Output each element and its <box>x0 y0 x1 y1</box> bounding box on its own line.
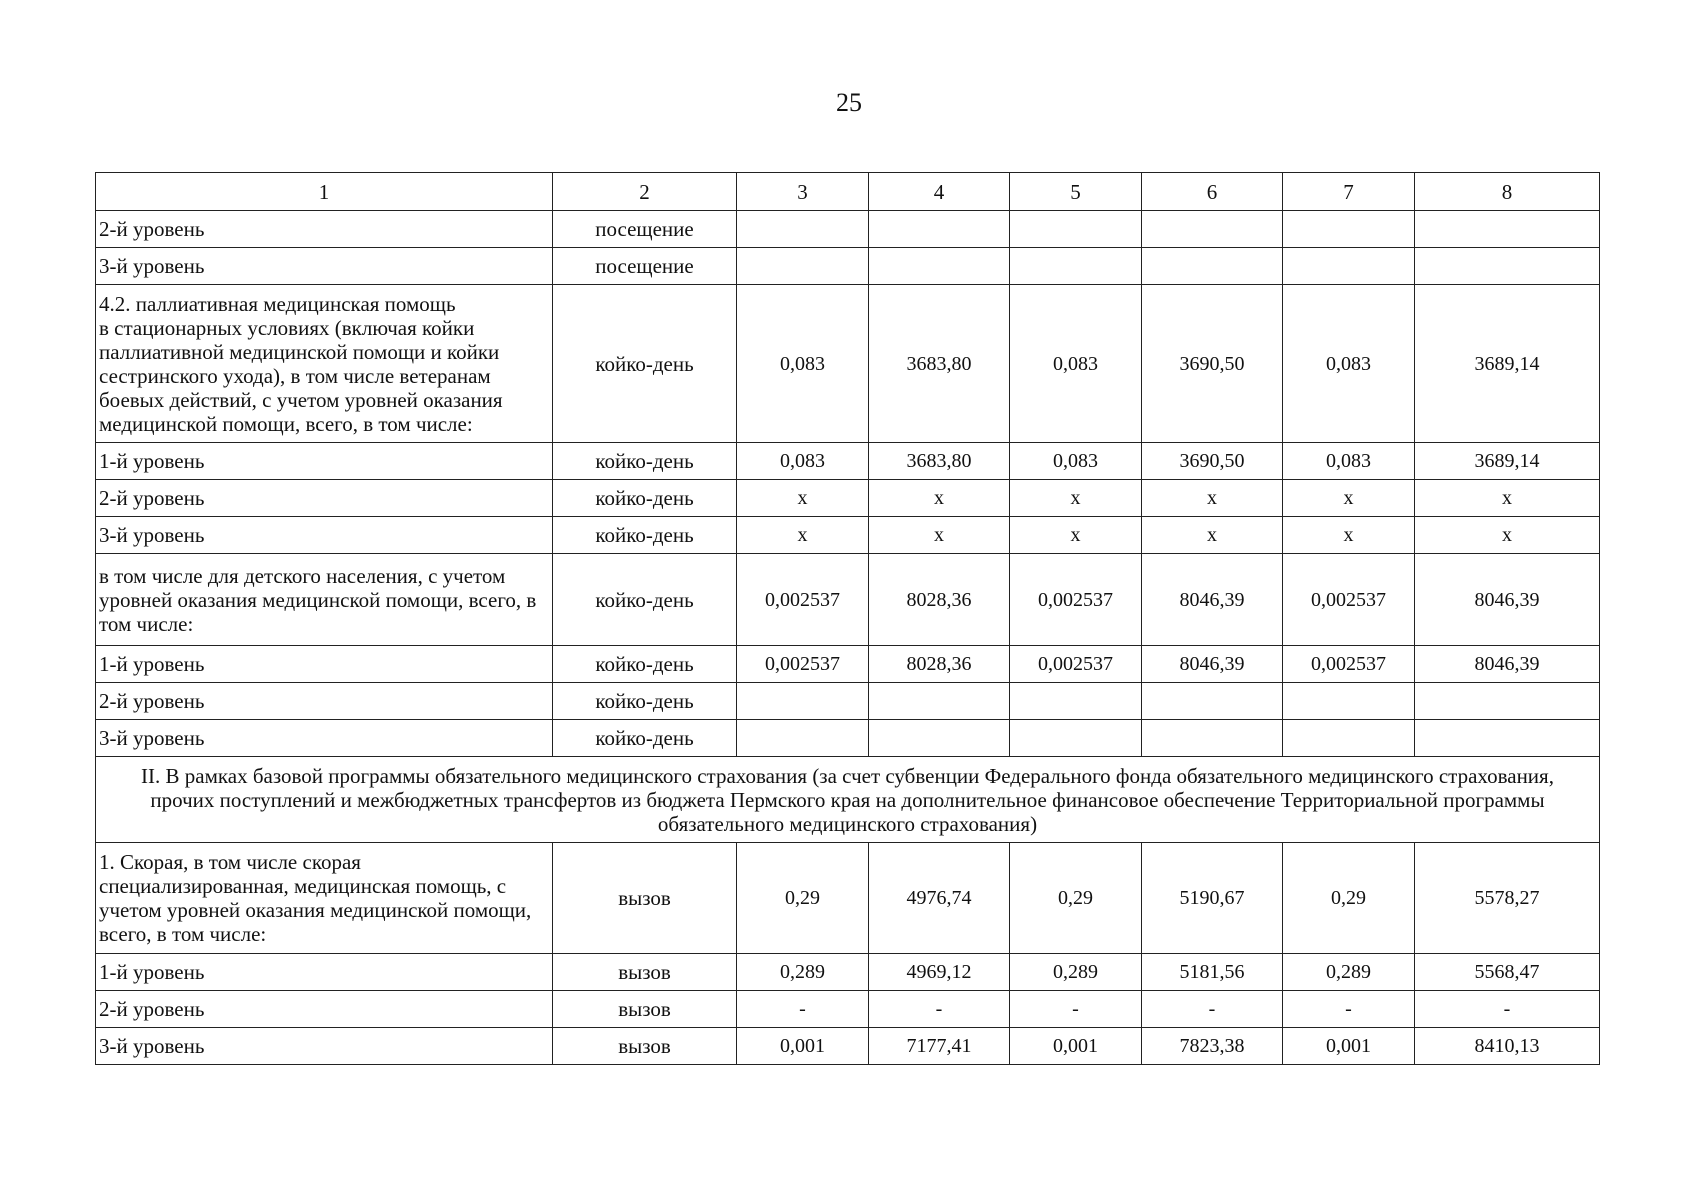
value-cell: - <box>869 991 1010 1028</box>
row-label-cell: 2-й уровень <box>96 480 553 517</box>
column-number-cell: 6 <box>1142 173 1283 211</box>
value-cell: 3689,14 <box>1415 443 1600 480</box>
column-number-cell: 2 <box>553 173 737 211</box>
value-cell: 3690,50 <box>1142 285 1283 443</box>
row-label-cell: 3-й уровень <box>96 1028 553 1065</box>
value-cell: 8046,39 <box>1415 554 1600 646</box>
value-cell: 0,29 <box>1010 843 1142 954</box>
value-cell <box>1142 211 1283 248</box>
value-cell <box>1283 683 1415 720</box>
value-cell: 5181,56 <box>1142 954 1283 991</box>
unit-cell: койко-день <box>553 554 737 646</box>
value-cell: х <box>869 517 1010 554</box>
table-row <box>96 720 1600 757</box>
value-cell: х <box>1142 480 1283 517</box>
value-cell: 3690,50 <box>1142 443 1283 480</box>
table-row <box>96 683 1600 720</box>
table-row <box>96 1028 1600 1065</box>
value-cell: 8410,13 <box>1415 1028 1600 1065</box>
table-row <box>96 991 1600 1028</box>
value-cell: 0,289 <box>737 954 869 991</box>
value-cell: х <box>1010 480 1142 517</box>
unit-cell: койко-день <box>553 720 737 757</box>
unit-cell: койко-день <box>553 480 737 517</box>
value-cell: 5190,67 <box>1142 843 1283 954</box>
header-row <box>96 173 1600 211</box>
value-cell: 7177,41 <box>869 1028 1010 1065</box>
value-cell: 8028,36 <box>869 554 1010 646</box>
value-cell: 0,002537 <box>1010 646 1142 683</box>
unit-cell: вызов <box>553 954 737 991</box>
row-label-cell: 2-й уровень <box>96 683 553 720</box>
value-cell: 4969,12 <box>869 954 1010 991</box>
section-title: II. В рамках базовой программы обязательного медицинского страхования (за счет субвенции Федерального фонда обязательного медицинского страхования, прочих поступлений и межбюджетных трансфертов из бюджета Пермского края на дополнительное финансовое обеспечение Территориальной программы обязательного медицинского страхования) <box>96 757 1600 843</box>
unit-cell: вызов <box>553 843 737 954</box>
value-cell <box>869 683 1010 720</box>
value-cell <box>737 683 869 720</box>
table-row <box>96 554 1600 646</box>
value-cell: 0,083 <box>1010 443 1142 480</box>
value-cell: 0,083 <box>1283 285 1415 443</box>
column-number-cell: 7 <box>1283 173 1415 211</box>
value-cell: 0,001 <box>1010 1028 1142 1065</box>
value-cell: х <box>1415 480 1600 517</box>
value-cell <box>1010 248 1142 285</box>
value-cell: - <box>1142 991 1283 1028</box>
value-cell: 8028,36 <box>869 646 1010 683</box>
section-row <box>96 757 1600 843</box>
row-label-cell: 1-й уровень <box>96 954 553 991</box>
value-cell <box>1415 683 1600 720</box>
table-row <box>96 285 1600 443</box>
row-label-cell: 3-й уровень <box>96 517 553 554</box>
value-cell: - <box>1415 991 1600 1028</box>
value-cell: х <box>1283 517 1415 554</box>
column-number-cell: 4 <box>869 173 1010 211</box>
row-label-cell: 1. Скорая, в том числе скорая специализированная, медицинская помощь, с учетом уровней оказания медицинской помощи, всего, в том числе: <box>96 843 553 954</box>
value-cell <box>1415 720 1600 757</box>
row-label-cell: 1-й уровень <box>96 443 553 480</box>
column-number-cell: 3 <box>737 173 869 211</box>
value-cell <box>869 211 1010 248</box>
value-cell <box>1283 211 1415 248</box>
value-cell <box>1010 720 1142 757</box>
unit-cell: посещение <box>553 248 737 285</box>
value-cell: 0,001 <box>737 1028 869 1065</box>
unit-cell: койко-день <box>553 285 737 443</box>
table-row <box>96 248 1600 285</box>
row-label-cell: 4.2. паллиативная медицинская помощь в стационарных условиях (включая койки паллиативной медицинской помощи и койки сестринского ухода), в том числе ветеранам боевых действий, с учетом уровней оказания медицинской помощи, всего, в том числе: <box>96 285 553 443</box>
value-cell: 3683,80 <box>869 443 1010 480</box>
value-cell: - <box>1010 991 1142 1028</box>
value-cell: 0,002537 <box>737 646 869 683</box>
value-cell <box>1010 683 1142 720</box>
value-cell <box>1283 248 1415 285</box>
value-cell: 8046,39 <box>1415 646 1600 683</box>
unit-cell: койко-день <box>553 646 737 683</box>
unit-cell: вызов <box>553 1028 737 1065</box>
value-cell <box>1142 720 1283 757</box>
value-cell: 0,002537 <box>1283 646 1415 683</box>
value-cell: 0,002537 <box>737 554 869 646</box>
table-row <box>96 517 1600 554</box>
value-cell: 5578,27 <box>1415 843 1600 954</box>
value-cell: х <box>1283 480 1415 517</box>
value-cell: 8046,39 <box>1142 646 1283 683</box>
value-cell: 4976,74 <box>869 843 1010 954</box>
value-cell <box>869 720 1010 757</box>
row-label-cell: в том числе для детского населения, с учетом уровней оказания медицинской помощи, всего, в том числе: <box>96 554 553 646</box>
page-number: 25 <box>836 88 862 117</box>
value-cell: х <box>737 517 869 554</box>
value-cell: 0,29 <box>1283 843 1415 954</box>
data-table <box>95 172 1600 1065</box>
value-cell: х <box>869 480 1010 517</box>
value-cell: х <box>1010 517 1142 554</box>
row-label-cell: 3-й уровень <box>96 248 553 285</box>
table-row <box>96 954 1600 991</box>
table-row <box>96 211 1600 248</box>
value-cell <box>1415 211 1600 248</box>
table-row <box>96 480 1600 517</box>
value-cell <box>1010 211 1142 248</box>
value-cell <box>1283 720 1415 757</box>
table-row <box>96 646 1600 683</box>
value-cell: 5568,47 <box>1415 954 1600 991</box>
value-cell: 0,289 <box>1283 954 1415 991</box>
unit-cell: койко-день <box>553 517 737 554</box>
table-row <box>96 843 1600 954</box>
value-cell: 7823,38 <box>1142 1028 1283 1065</box>
value-cell: х <box>1142 517 1283 554</box>
row-label-cell: 2-й уровень <box>96 211 553 248</box>
value-cell: х <box>737 480 869 517</box>
value-cell: 0,001 <box>1283 1028 1415 1065</box>
value-cell: 0,002537 <box>1010 554 1142 646</box>
value-cell: 3683,80 <box>869 285 1010 443</box>
unit-cell: вызов <box>553 991 737 1028</box>
value-cell: 0,289 <box>1010 954 1142 991</box>
unit-cell: койко-день <box>553 443 737 480</box>
unit-cell: койко-день <box>553 683 737 720</box>
value-cell <box>1142 248 1283 285</box>
value-cell: 0,002537 <box>1283 554 1415 646</box>
value-cell: 0,083 <box>1283 443 1415 480</box>
value-cell: 0,083 <box>737 285 869 443</box>
column-number-cell: 5 <box>1010 173 1142 211</box>
value-cell: х <box>1415 517 1600 554</box>
value-cell <box>1142 683 1283 720</box>
value-cell <box>1415 248 1600 285</box>
column-number-cell: 8 <box>1415 173 1600 211</box>
value-cell: 0,083 <box>737 443 869 480</box>
unit-cell: посещение <box>553 211 737 248</box>
table-row <box>96 443 1600 480</box>
value-cell: - <box>737 991 869 1028</box>
value-cell: 3689,14 <box>1415 285 1600 443</box>
row-label-cell: 2-й уровень <box>96 991 553 1028</box>
value-cell: 0,083 <box>1010 285 1142 443</box>
value-cell: - <box>1283 991 1415 1028</box>
value-cell <box>737 248 869 285</box>
value-cell <box>869 248 1010 285</box>
value-cell: 0,29 <box>737 843 869 954</box>
column-number-cell: 1 <box>96 173 553 211</box>
value-cell <box>737 211 869 248</box>
value-cell: 8046,39 <box>1142 554 1283 646</box>
value-cell <box>737 720 869 757</box>
row-label-cell: 1-й уровень <box>96 646 553 683</box>
row-label-cell: 3-й уровень <box>96 720 553 757</box>
